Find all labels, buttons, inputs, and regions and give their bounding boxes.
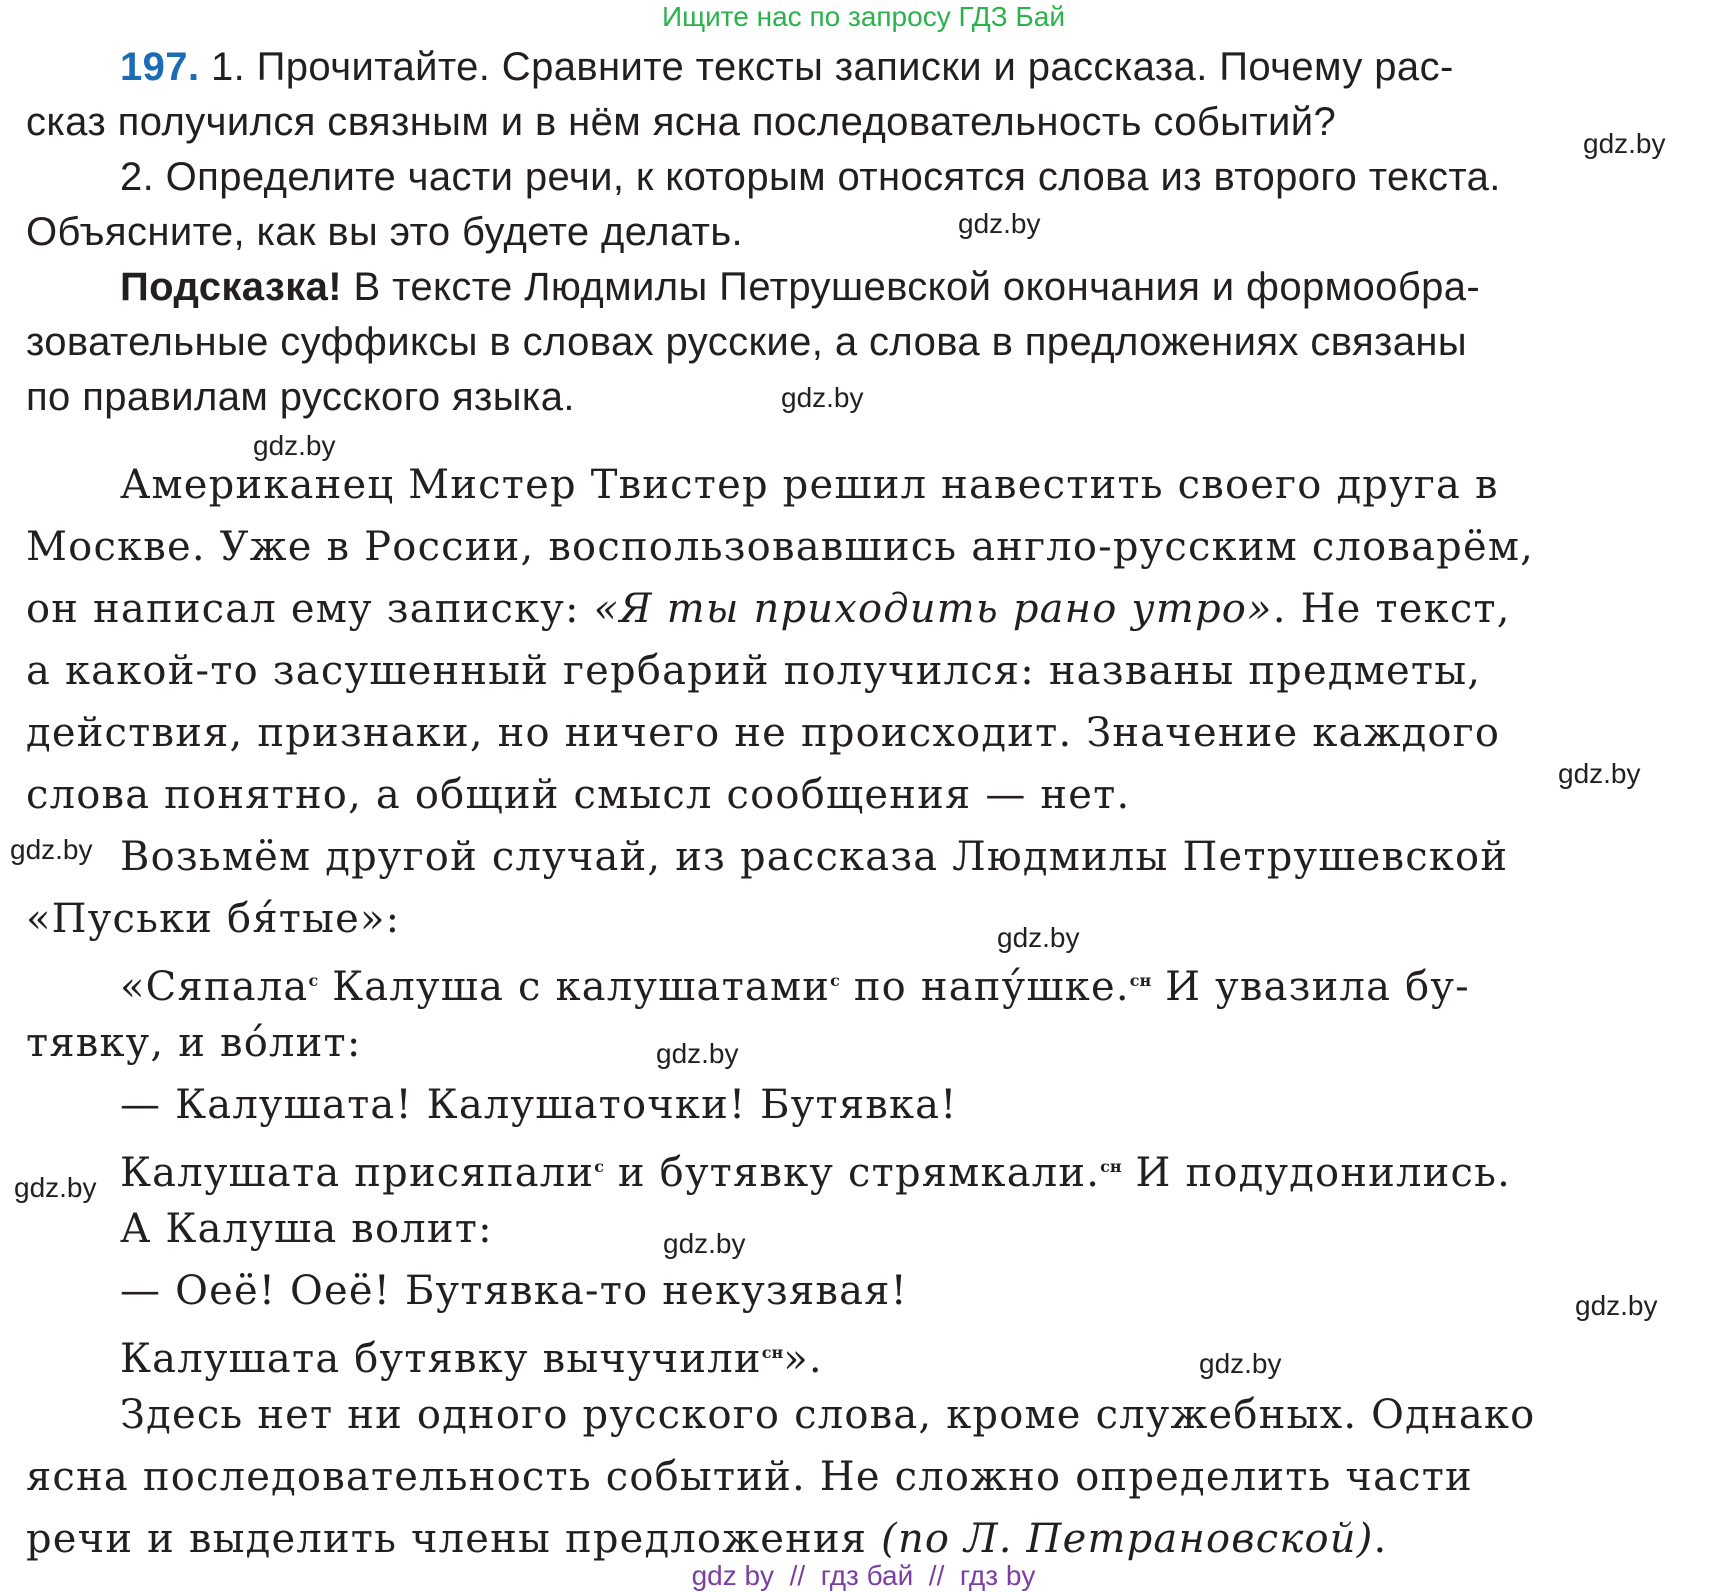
watermark: gdz.by	[1583, 128, 1666, 159]
quote-word-podudonilis: И подудонились.	[1121, 1150, 1512, 1196]
watermark: gdz.by	[997, 922, 1080, 953]
mark-cn: сн	[1100, 1157, 1122, 1176]
task2-line2: Объясните, как вы это будете делать.	[26, 210, 744, 254]
p1-line1: Американец Мистер Твистер решил навестить своего друга в	[120, 462, 1499, 508]
watermark: gdz.by	[958, 208, 1041, 239]
mark-cn: сн	[1129, 971, 1152, 990]
watermark: gdz.by	[1575, 1290, 1658, 1321]
note-quote: «Я ты приходить рано утро»	[593, 586, 1273, 632]
mark-cn: сн	[761, 1343, 784, 1362]
watermark: gdz.by	[663, 1228, 746, 1259]
mark-c: с	[594, 1157, 604, 1176]
p3-line3-a: речи и выделить члены предложения	[26, 1516, 882, 1562]
p3-line3-b: .	[1373, 1516, 1388, 1562]
mark-c: с	[308, 971, 319, 990]
quote-word-uvazila: И увазила бу-	[1151, 964, 1470, 1010]
quote-word-stryamkali: и бутявку стрямкали.	[603, 1150, 1101, 1196]
task2-line1: 2. Определите части речи, к которым относятся слова из второго текста.	[120, 155, 1501, 199]
p1-line3	[26, 584, 1511, 634]
hint-line3: по правилам русского языка.	[26, 375, 575, 419]
watermark: gdz.by	[14, 1172, 97, 1203]
p3-line2: ясна последовательность событий. Не сложно определить части	[26, 1454, 1473, 1500]
watermark: gdz.by	[253, 430, 336, 461]
quote-word-syapala: «Сяпала	[120, 964, 309, 1010]
quote-line5: А Калуша волит:	[120, 1206, 493, 1252]
source-reference: (по Л. Петрановской)	[881, 1516, 1374, 1562]
watermark: gdz.by	[1558, 758, 1641, 789]
quote-word-napushka: по напу́шке.	[839, 964, 1130, 1010]
p1-line6: слова понятно, а общий смысл сообщения — нет.	[26, 772, 1131, 818]
mark-c: с	[830, 971, 840, 990]
quote-word-prisyapali: Калушата присяпали	[120, 1150, 595, 1196]
task1-text: 1. Прочитайте. Сравните тексты записки и рассказа. Почему рас-	[210, 45, 1454, 89]
p2-line2: «Пуськи бя́тые»:	[26, 896, 401, 942]
p1-line4: а какой-то засушенный гербарий получился: названы предметы,	[26, 648, 1482, 694]
hint-label: Подсказка!	[120, 265, 342, 309]
quote-line2: тявку, и во́лит:	[26, 1020, 362, 1066]
task1-line1	[120, 42, 1454, 92]
task1-line2: сказ получился связным и в нём ясна последовательность событий?	[26, 100, 1337, 144]
p3-line1: Здесь нет ни одного русского слова, кроме служебных. Однако	[120, 1392, 1536, 1438]
quote-end: ».	[783, 1336, 823, 1382]
hint-text: В тексте Людмилы Петрушевской окончания и формообра-	[353, 265, 1481, 309]
top-banner: Ищите нас по запросу ГДЗ Бай	[661, 1, 1066, 32]
watermark: gdz.by	[10, 834, 93, 865]
quote-line7	[120, 1328, 823, 1384]
p3-line3	[26, 1514, 1387, 1564]
exercise-number: 197.	[120, 45, 200, 89]
quote-line4	[120, 1142, 1511, 1198]
watermark: gdz.by	[656, 1038, 739, 1069]
hint-line1	[120, 262, 1480, 312]
watermark: gdz.by	[1199, 1348, 1282, 1379]
p1-line3-a: он написал ему записку:	[26, 586, 594, 632]
quote-line3: — Калушата! Калушаточки! Бутявка!	[120, 1082, 958, 1128]
hint-line2: зовательные суффиксы в словах русские, а слова в предложениях связаны	[26, 320, 1468, 364]
p2-line1: Возьмём другой случай, из рассказа Людмилы Петрушевской	[120, 834, 1509, 880]
quote-line1	[120, 956, 1470, 1012]
p1-line3-b: . Не текст,	[1272, 586, 1511, 632]
quote-word-kalusha: Калуша с калушатами	[318, 964, 831, 1010]
quote-line6: — Оеё! Оеё! Бутявка-то некузявая!	[120, 1268, 908, 1314]
watermark: gdz.by	[781, 382, 864, 413]
quote-word-vychuchili: Калушата бутявку вычучили	[120, 1336, 762, 1382]
footer-links: gdz by // гдз бай // гдз by	[691, 1560, 1036, 1591]
p1-line5: действия, признаки, но ничего не происходит. Значение каждого	[26, 710, 1501, 756]
p1-line2: Москве. Уже в России, воспользовавшись англо-русским словарём,	[26, 524, 1535, 570]
